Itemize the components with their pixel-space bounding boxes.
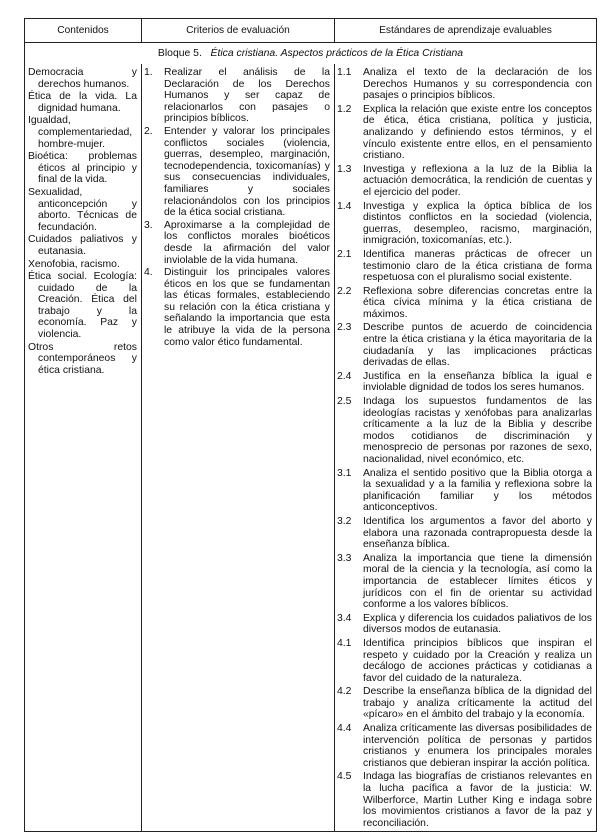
- estandar-item-number: 2.4: [337, 370, 352, 382]
- contenido-text: Bioética: problemas éticos al principio y final de la vida.: [28, 151, 137, 186]
- estandar-item: [335, 613, 592, 636]
- criterio-item-text: Aproximarse a la complejidad de los conflictos morales bioéticos desde la afirmación del valor inviolable de la vida humana.: [164, 219, 330, 266]
- criterios-cell: [142, 64, 335, 832]
- estandar-item: [335, 516, 592, 551]
- contenido-item: [28, 342, 137, 377]
- block-title-text: Ética cristiana. Aspectos prácticos de la Ética Cristiana: [210, 48, 464, 59]
- criterio-item: [142, 67, 330, 125]
- contenido-item: [28, 234, 137, 257]
- estandar-item-text: Investiga y explica la óptica bíblica de los distintos conflictos en la sociedad (violencia, guerras, desempleo, racismo, marginación, inmigración, toxicomanías, etc.).: [363, 200, 592, 247]
- estandar-item-number: 2.3: [337, 322, 352, 334]
- contenido-item: [28, 115, 137, 150]
- estandar-item-number: 1.1: [337, 67, 352, 78]
- estandar-item-text: Analiza críticamente las diversas posibilidades de intervención política de personas y partidos cristianos y enumera los principales morales cristianos que debieran inspirar la acción política.: [363, 723, 592, 769]
- estandar-item-number: 4.5: [337, 771, 352, 783]
- estandar-item: [335, 723, 592, 769]
- contenido-text: Ética de la vida. La dignidad humana.: [28, 91, 137, 114]
- criterio-item: [142, 126, 330, 219]
- block-label: Bloque 5.: [157, 48, 202, 59]
- contenido-item: [28, 151, 137, 186]
- estandar-item: [335, 104, 592, 162]
- estandar-item: [335, 249, 592, 284]
- estandar-item-text: Explica y diferencia los cuidados paliativos de los diversos modos de eutanasia.: [363, 612, 592, 636]
- estandar-item-text: Analiza la importancia que tiene la dimensión moral de la ciencia y la tecnología, así como la importancia de establecer límites éticos y jurídicos con el fin de orientar su actividad conforme a los valores bíblicos.: [363, 552, 592, 611]
- body-row: [25, 64, 597, 832]
- estandar-item: [335, 286, 592, 321]
- contenido-text: Cuidados paliativos y eutanasia.: [28, 234, 137, 257]
- estandar-item-text: Justifica en la enseñanza bíblica la igual e inviolable dignidad de todos los seres humanos.: [363, 370, 592, 394]
- estandar-item-number: 1.4: [337, 200, 352, 212]
- estandar-item-text: Explica la relación que existe entre los conceptos de ética, ética cristiana, política y justicia, analizando y definiendo estos términos, y el vínculo existente entre ellos, en el pensamiento cristiano.: [363, 103, 592, 162]
- contenido-text: Xenofobia, racismo.: [28, 258, 120, 270]
- estandar-item: [335, 638, 592, 684]
- estandar-item-number: 1.3: [337, 163, 352, 175]
- criterio-item: [142, 220, 330, 266]
- estandares-cell: [335, 64, 597, 832]
- estandar-item-number: 2.5: [337, 396, 352, 408]
- criterio-item-text: Realizar el análisis de la Declaración de los Derechos Humanos y ser capaz de relacionarlos con pasajes o principios bíblicos.: [164, 67, 330, 125]
- contenido-item: [28, 259, 137, 271]
- estandar-item: [335, 67, 592, 102]
- estandar-item-text: Indaga las biografías de cristianos relevantes en la lucha pacífica a favor de la justicia: W. Wilberforce, Martin Luther King e indaga sobre los movimientos cristianos a favor de la paz y reconciliación.: [363, 771, 592, 829]
- estandar-item-number: 3.4: [337, 612, 352, 624]
- estandar-item-text: Indaga los supuestos fundamentos de las ideologías racistas y xenófobas para analizarlas críticamente a la luz de la Biblia y describe modos cotidianos de discriminación y menosprecio de personas por razones de sexo, nacionalidad, nivel económico, etc.: [363, 396, 592, 465]
- contenido-text: Otros retos contemporáneos y ética cristiana.: [28, 341, 137, 376]
- criterio-item-number: 4.: [144, 267, 153, 279]
- criterio-item-text: Distinguir los principales valores éticos en los que se fundamentan las éticas formales, estableciendo su relación con la ética cristiana y señalando la importancia que esta le atribuye la vida de la persona como valor ético fundamental.: [164, 267, 330, 348]
- header-row: [25, 19, 597, 43]
- estandar-item: [335, 686, 592, 721]
- estandar-item-number: 4.1: [337, 637, 352, 649]
- estandar-item: [335, 371, 592, 394]
- contenido-item: [28, 91, 137, 114]
- estandar-item-text: Identifica principios bíblicos que inspiran el respeto y cuidado por la Creación y realiza un decálogo de acciones prácticas y cotidianas a favor del cuidado de la naturaleza.: [363, 637, 592, 684]
- estandar-item: [335, 164, 592, 199]
- header-criterios: Criterios de evaluación: [142, 19, 335, 43]
- estandar-item-text: Identifica maneras prácticas de ofrecer un testimonio claro de la ética cristiana de forma respetuosa con el pluralismo social existente.: [363, 248, 592, 284]
- criterio-item-number: 1.: [144, 67, 153, 78]
- estandar-item: [335, 396, 592, 466]
- contenido-item: [28, 187, 137, 233]
- estandar-item-number: 3.1: [337, 467, 352, 479]
- document-page: [24, 18, 596, 832]
- estandar-item: [335, 468, 592, 514]
- estandar-item-number: 1.2: [337, 103, 352, 115]
- estandar-item: [335, 771, 592, 829]
- criterios-list: [142, 64, 334, 348]
- estandar-item-text: Analiza el sentido positivo que la Biblia otorga a la sexualidad y a la familia y reflexiona sobre la planificación familiar y los métodos anticonceptivos.: [363, 467, 592, 514]
- contenido-item: [28, 271, 137, 341]
- estandar-item-number: 2.2: [337, 285, 352, 297]
- estandar-item-text: Reflexiona sobre diferencias concretas entre la ética cívica mínima y la ética cristiana de máximos.: [363, 285, 592, 320]
- curriculum-table: [24, 18, 597, 832]
- contenido-text: Sexualidad, anticoncepción y aborto. Técnicas de fecundación.: [28, 186, 137, 233]
- estandar-item-number: 4.4: [337, 723, 352, 735]
- estandar-item: [335, 553, 592, 611]
- header-estandares: Estándares de aprendizaje evaluables: [335, 19, 597, 43]
- estandar-item-text: Investiga y reflexiona a la luz de la Biblia la actuación democrática, la rendición de cuentas y el ejercicio del poder.: [363, 163, 592, 198]
- criterio-item-number: 2.: [144, 125, 153, 137]
- estandar-item-text: Analiza el texto de la declaración de los Derechos Humanos y su correspondencia con pasajes o principios bíblicos.: [363, 67, 592, 102]
- estandar-item-text: Identifica los argumentos a favor del aborto y elabora una razonada contrapropuesta desde la enseñanza bíblica.: [363, 515, 592, 551]
- estandar-item-text: Describe puntos de acuerdo de coincidencia entre la ética cristiana y la ética mayoritaria de la ciudadanía y las implicaciones prácticas derivadas de ellas.: [363, 322, 592, 369]
- estandar-item-number: 2.1: [337, 248, 352, 260]
- contenidos-list: [25, 64, 141, 376]
- contenido-item: [28, 67, 137, 90]
- estandar-item-number: 3.2: [337, 515, 352, 527]
- estandar-item-text: Describe la enseñanza bíblica de la dignidad del trabajo y analiza críticamente la actitud del «pícaro» en el ámbito del trabajo y la economía.: [363, 686, 592, 721]
- contenido-text: Igualdad, complementariedad, hombre-mujer.: [28, 115, 133, 150]
- estandar-item-number: 3.3: [337, 552, 352, 564]
- estandar-item-number: 4.2: [337, 686, 352, 698]
- estandar-item: [335, 322, 592, 368]
- contenidos-cell: [25, 64, 142, 832]
- contenido-text: Ética social. Ecología: cuidado de la Creación. Ética del trabajo y la economía. Paz y violencia.: [28, 271, 137, 341]
- contenido-text: Democracia y derechos humanos.: [28, 67, 137, 90]
- block-row: [25, 43, 597, 65]
- criterio-item-text: Entender y valorar los principales conflictos sociales (violencia, guerras, desempleo, marginación, tecnodependencia, toxicomanías) y sus consecuencias individuales, familiares y sociales relacionándolos con los principios de la ética social cristiana.: [164, 125, 330, 219]
- criterio-item-number: 3.: [144, 219, 153, 231]
- criterio-item: [142, 267, 330, 348]
- block-title: [25, 43, 597, 65]
- estandar-item: [335, 201, 592, 247]
- header-contenidos: Contenidos: [25, 19, 142, 43]
- estandares-list: [335, 64, 596, 829]
